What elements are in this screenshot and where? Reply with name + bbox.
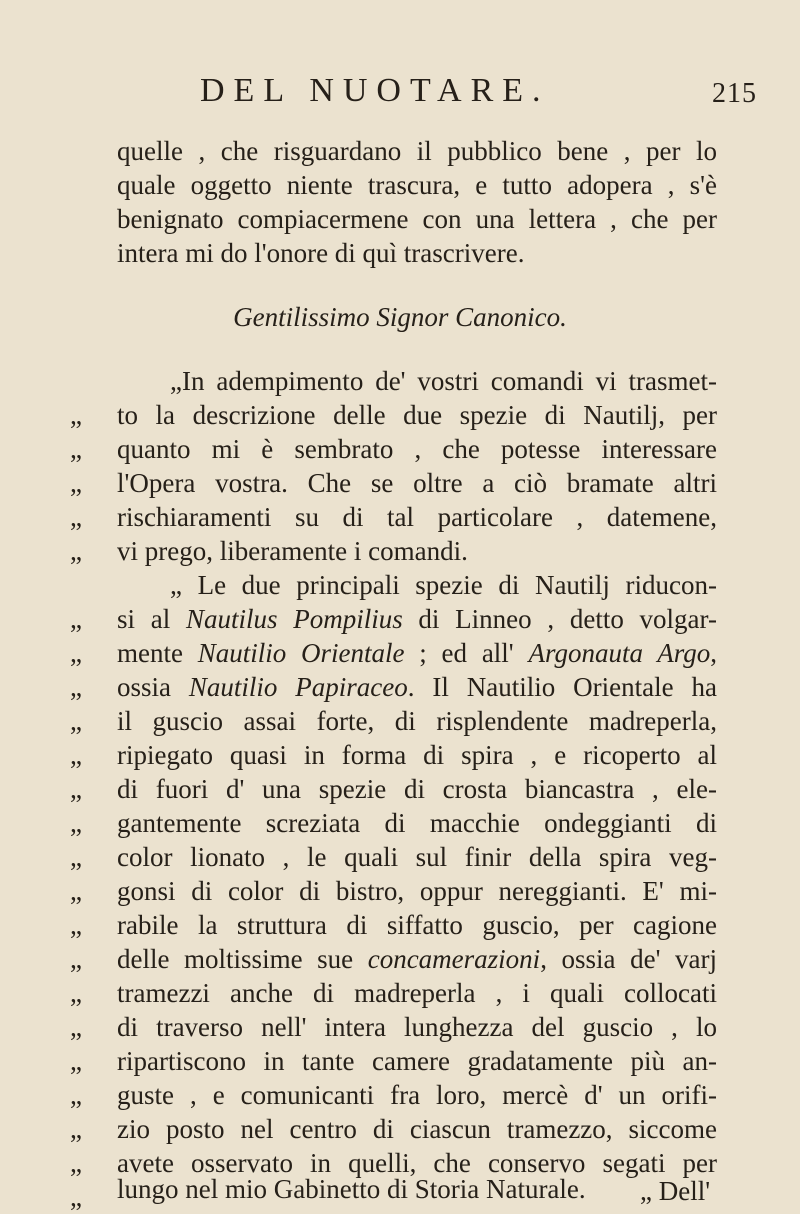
quote-mark: „ — [70, 774, 82, 804]
intro-line-4: intera mi do l'onore di quì trascrivere. — [117, 238, 525, 268]
letter-line: di traverso nell' intera lunghezza del guscio , lo — [117, 1012, 717, 1042]
taxon-name: Nautilus Pompilius — [185, 604, 403, 634]
letter-line: to la descrizione delle due spezie di Nautilj, per — [117, 400, 717, 430]
common-name: Nautilio Papiraceo — [188, 672, 408, 702]
intro-line-3: benignato compiacermene con una lettera , che per — [117, 204, 717, 234]
letter-line: gonsi di color di bistro, oppur nereggianti. E' mi- — [117, 876, 717, 906]
quote-mark: „ — [70, 672, 82, 702]
quote-mark: „ — [70, 978, 82, 1008]
text-run: mente — [117, 638, 198, 668]
page-header — [0, 72, 800, 116]
quote-mark: „ — [70, 1080, 82, 1110]
quote-mark: „ — [70, 604, 82, 634]
quote-mark: „ — [70, 842, 82, 872]
letter-line: guste , e comunicanti fra loro, mercè d' un orifi- — [117, 1080, 717, 1110]
letter-p1-first-line: „In adempimento de' vostri comandi vi trasmet- — [170, 366, 717, 396]
quote-mark: „ — [70, 1148, 82, 1178]
quote-mark: „ — [70, 910, 82, 940]
intro-line-1: quelle , che risguardano il pubblico bene , per lo — [117, 136, 717, 166]
letter-p2-first-line: „ Le due principali spezie di Nautilj riducon- — [170, 570, 717, 600]
quote-mark: „ — [70, 1012, 82, 1042]
quote-mark: „ — [70, 638, 82, 668]
letter-line — [117, 670, 717, 704]
letter-line — [117, 602, 717, 636]
quote-mark: „ — [70, 944, 82, 974]
quote-mark: „ — [70, 808, 82, 838]
text-run: ; ed all' — [404, 638, 529, 668]
letter-line: di fuori d' una spezie di crosta biancastra , ele- — [117, 774, 717, 804]
quote-mark: „ — [70, 740, 82, 770]
page-number: 215 — [712, 78, 757, 109]
text-run: si al — [117, 604, 186, 634]
quote-mark: „ — [70, 876, 82, 906]
letter-line: rabile la struttura di siffatto guscio, per cagione — [117, 910, 717, 940]
term: concamerazioni — [367, 944, 541, 974]
intro-line-2: quale oggetto niente trascura, e tutto adopera , s'è — [117, 170, 717, 200]
letter-line: vi prego, liberamente i comandi. — [117, 536, 468, 566]
quote-mark: „ — [70, 1182, 82, 1212]
letter-line — [117, 942, 717, 976]
letter-line: zio posto nel centro di ciascun tramezzo, siccome — [117, 1114, 717, 1144]
letter-line: quanto mi è sembrato , che potesse interessare — [117, 434, 717, 464]
letter-salutation: Gentilissimo Signor Canonico. — [233, 302, 567, 332]
letter-line: rischiaramenti su di tal particolare , datemene, — [117, 502, 717, 532]
quote-mark: „ — [70, 706, 82, 736]
letter-line — [117, 636, 717, 670]
text-run: ossia — [117, 672, 189, 702]
letter-line: tramezzi anche di madreperla , i quali collocati — [117, 978, 717, 1008]
quote-mark: „ — [70, 400, 82, 430]
quote-mark: „ — [70, 434, 82, 464]
running-head: DEL NUOTARE. — [200, 72, 550, 109]
quote-mark: „ — [70, 1114, 82, 1144]
catchword: „ Dell' — [640, 1176, 711, 1206]
text-run: di Linneo , detto volgar- — [402, 604, 717, 634]
letter-line: ripartiscono in tante camere gradatamente più an- — [117, 1046, 717, 1076]
letter-line: avete osservato in quelli, che conservo segati per — [117, 1148, 717, 1178]
common-name: Nautilio Orientale — [197, 638, 405, 668]
text-run: , — [710, 638, 717, 668]
text-run: . Il Nautilio Orientale ha — [407, 672, 717, 702]
letter-line: il guscio assai forte, di risplendente madreperla, — [117, 706, 717, 736]
quote-mark: „ — [70, 1046, 82, 1076]
letter-line: color lionato , le quali sul finir della spira veg- — [117, 842, 717, 872]
quote-mark: „ — [70, 468, 82, 498]
quote-mark: „ — [70, 502, 82, 532]
taxon-name: Argonauta Argo — [528, 638, 711, 668]
letter-line: gantemente screziata di macchie ondeggianti di — [117, 808, 717, 838]
text-run: delle moltissime sue — [117, 944, 368, 974]
letter-line: lungo nel mio Gabinetto di Storia Naturale. — [117, 1174, 586, 1204]
letter-line: ripiegato quasi in forma di spira , e ricoperto al — [117, 740, 717, 770]
letter-line: l'Opera vostra. Che se oltre a ciò bramate altri — [117, 468, 717, 498]
quote-mark: „ — [70, 536, 82, 566]
text-run: , ossia de' varj — [540, 944, 717, 974]
